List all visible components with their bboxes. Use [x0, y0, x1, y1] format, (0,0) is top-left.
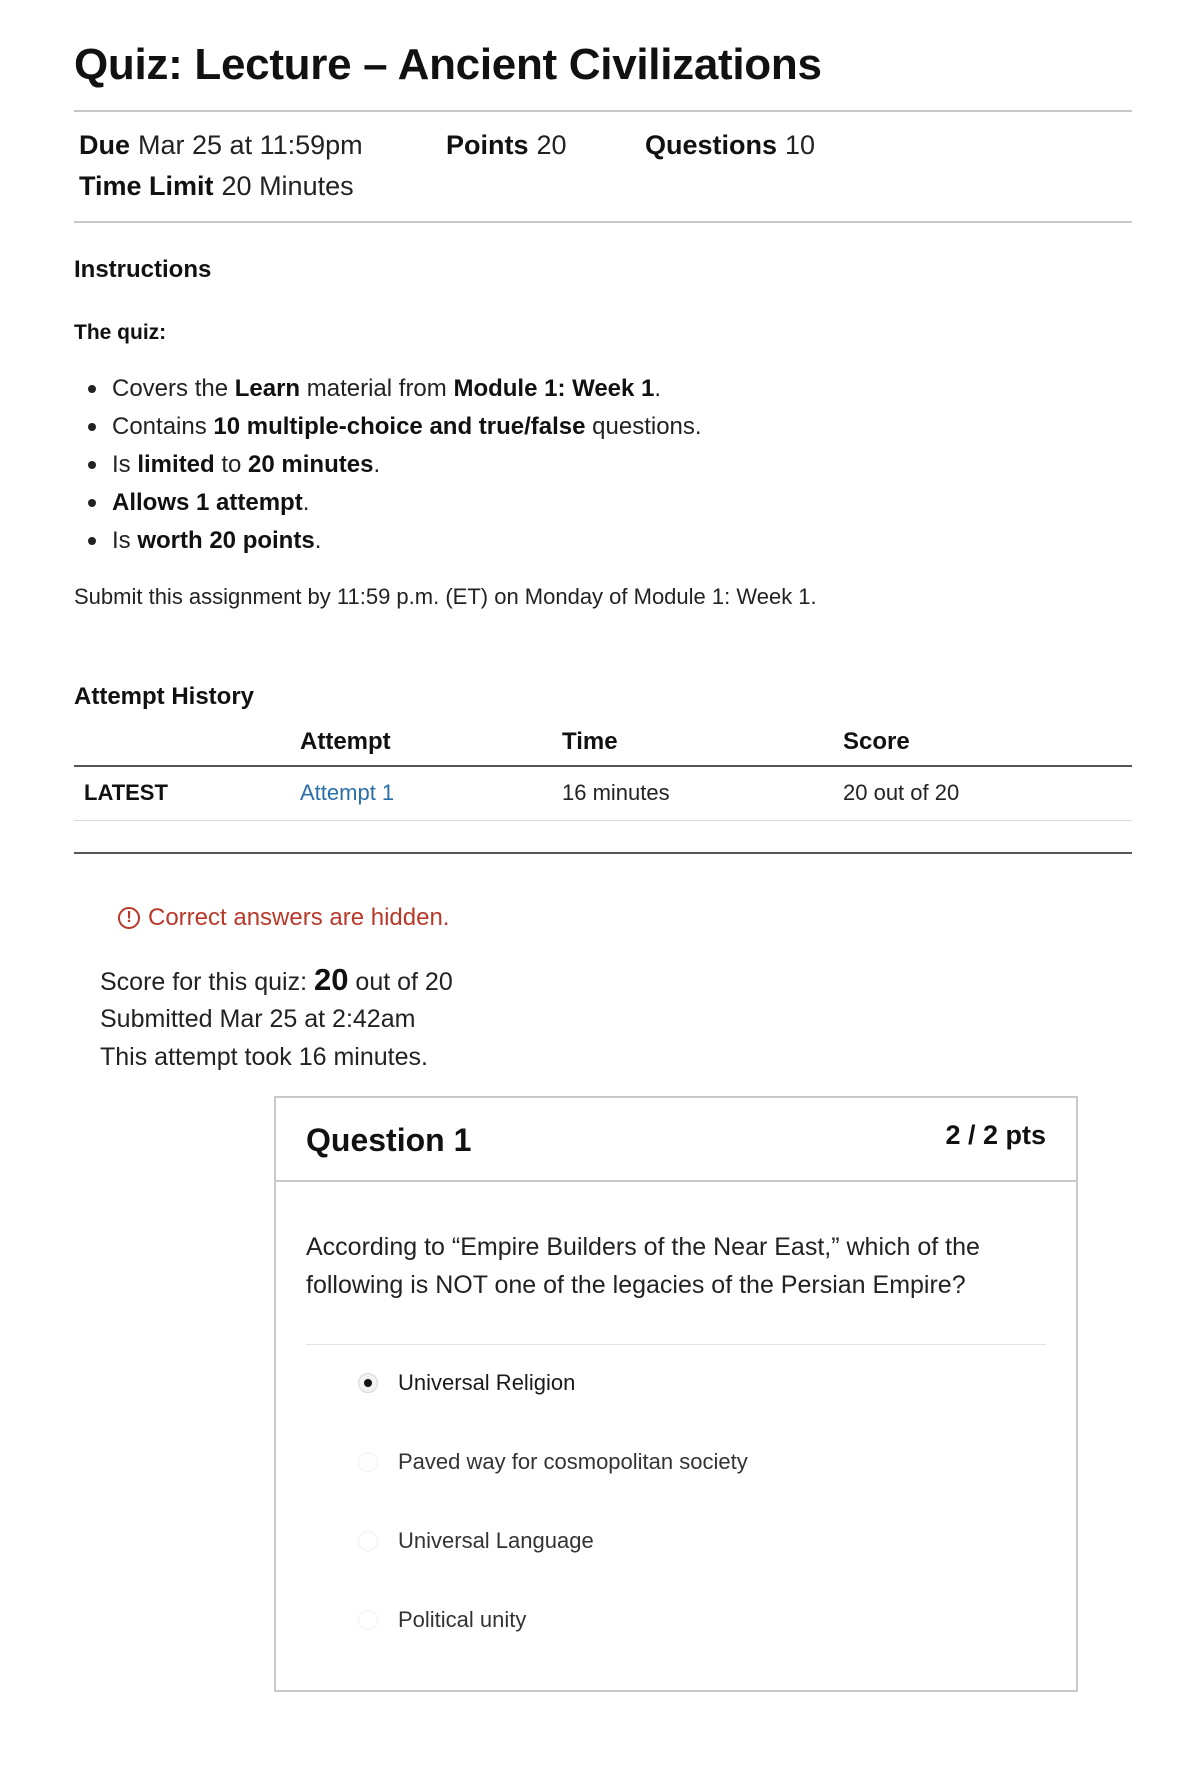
instructions-subheading: The quiz:: [74, 321, 167, 344]
radio-empty-icon[interactable]: [358, 1610, 378, 1630]
question-text: According to “Empire Builders of the Near East,” which of the following is NOT one of the legacies of the Persian Empire?: [306, 1233, 980, 1299]
table-row-divider: [74, 820, 1132, 821]
alert-circle-icon: !: [118, 907, 140, 929]
column-header-time: Time: [562, 728, 618, 755]
questions-value: 10: [785, 130, 816, 160]
attempt-time: 16 minutes: [562, 780, 670, 805]
attempt-history-heading: Attempt History: [74, 683, 255, 710]
instructions-list: [74, 370, 702, 560]
question-divider: [306, 1344, 1046, 1345]
attempt-duration: This attempt took 16 minutes.: [100, 1043, 428, 1071]
due-label: Due: [79, 130, 131, 160]
attempt-1-link[interactable]: Attempt 1: [300, 780, 395, 805]
points-value: 20: [536, 130, 567, 160]
column-header-attempt: Attempt: [300, 728, 391, 755]
submit-note: Submit this assignment by 11:59 p.m. (ET) on Monday of Module 1: Week 1.: [74, 584, 817, 609]
list-item: Is worth 20 points.: [74, 522, 702, 560]
time-limit-value: 20 Minutes: [221, 171, 354, 201]
latest-tag: LATEST: [84, 780, 168, 805]
answer-option-label: Paved way for cosmopolitan society: [398, 1449, 748, 1474]
due-value: Mar 25 at 11:59pm: [138, 130, 363, 160]
radio-selected-icon[interactable]: [358, 1373, 378, 1393]
attempt-score: 20 out of 20: [843, 780, 960, 805]
questions-info: [645, 130, 815, 161]
page-title: Quiz: Lecture – Ancient Civilizations: [74, 40, 822, 89]
radio-empty-icon[interactable]: [358, 1452, 378, 1472]
answer-option-label: Universal Religion: [398, 1370, 576, 1395]
question-card: [274, 1096, 1078, 1692]
radio-empty-icon[interactable]: [358, 1531, 378, 1551]
answers-hidden-notice: [118, 904, 449, 932]
time-limit: [79, 171, 354, 202]
instructions-heading: Instructions: [74, 256, 212, 283]
answer-option-label: Universal Language: [398, 1528, 594, 1553]
list-item: Is limited to 20 minutes.: [74, 446, 702, 484]
results-divider: [74, 852, 1132, 854]
answer-option[interactable]: [358, 1370, 575, 1396]
question-title: Question 1: [306, 1122, 472, 1158]
quiz-score-value: 20: [313, 962, 349, 997]
answer-option[interactable]: [358, 1449, 748, 1475]
due-date: [79, 130, 363, 161]
points-label: Points: [446, 130, 529, 160]
title-divider: [74, 110, 1132, 112]
table-header-divider: [74, 765, 1132, 767]
question-points: 2 / 2 pts: [945, 1120, 1046, 1150]
answer-option[interactable]: [358, 1528, 594, 1554]
answer-option[interactable]: [358, 1607, 526, 1633]
quiz-score: Score for this quiz: 20 out of 20: [100, 962, 453, 997]
submitted-time: Submitted Mar 25 at 2:42am: [100, 1005, 416, 1033]
column-header-score: Score: [843, 728, 910, 755]
questions-label: Questions: [645, 130, 778, 160]
list-item: Covers the Learn material from Module 1: Week 1.: [74, 370, 702, 408]
time-limit-label: Time Limit: [79, 171, 214, 201]
list-item: Contains 10 multiple-choice and true/false questions.: [74, 408, 702, 446]
meta-divider: [74, 221, 1132, 223]
points-info: [446, 130, 567, 161]
answer-option-label: Political unity: [398, 1607, 527, 1632]
answers-hidden-text: Correct answers are hidden.: [148, 904, 450, 931]
question-header: [276, 1098, 1076, 1182]
list-item: Allows 1 attempt.: [74, 484, 702, 522]
